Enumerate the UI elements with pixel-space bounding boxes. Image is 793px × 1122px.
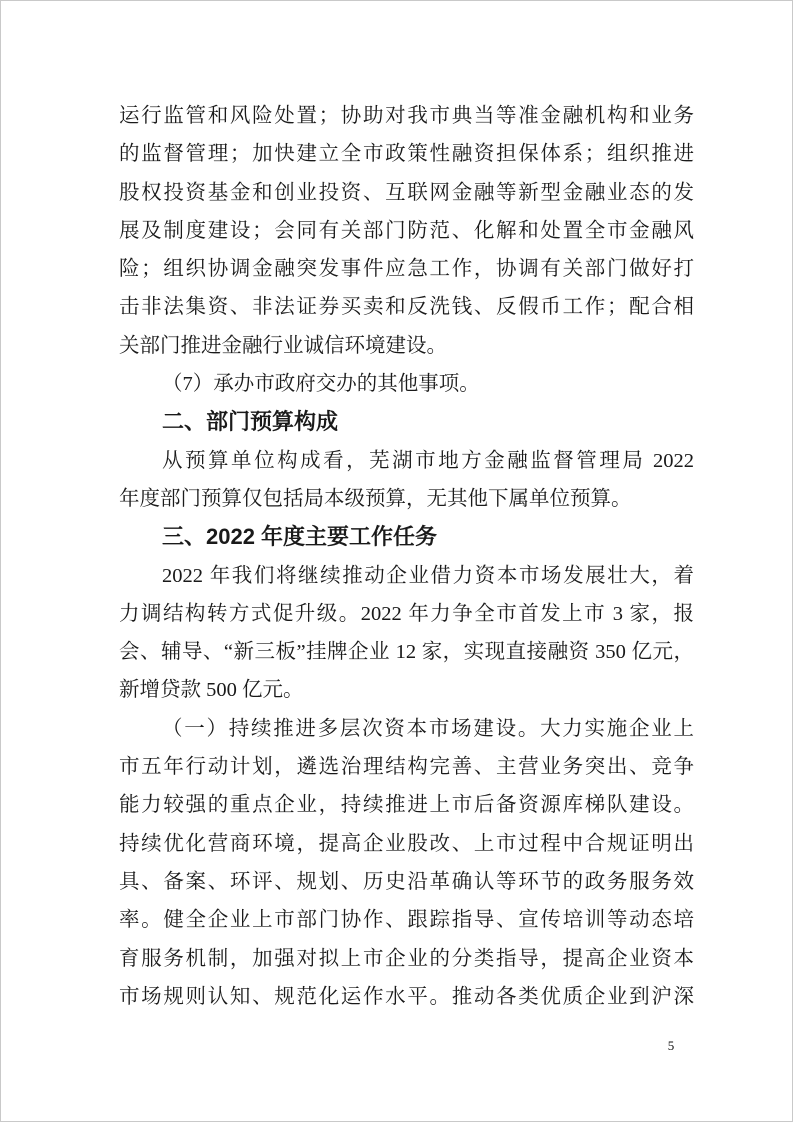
text-line: 2022 年我们将继续推动企业借力资本市场发展壮大，着 (162, 564, 694, 587)
paragraph (119, 442, 694, 519)
document-body (119, 97, 694, 1016)
text-line: 险；组织协调金融突发事件应急工作，协调有关部门做好打 (119, 258, 694, 281)
text-line: 年度部门预算仅包括局本级预算，无其他下属单位预算。 (119, 487, 632, 510)
heading-line: 二、部门预算构成 (162, 409, 339, 435)
heading-line: 三、2022 年度主要工作任务 (162, 524, 438, 550)
text-line: 击非法集资、非法证券买卖和反洗钱、反假币工作；配合相 (119, 296, 694, 319)
text-line: 会、辅导、“新三板”挂牌企业 12 家，实现直接融资 350 亿元， (119, 641, 694, 664)
text-line: （7）承办市政府交办的其他事项。 (162, 373, 480, 396)
text-line: 展及制度建设；会同有关部门防范、化解和处置全市金融风 (119, 219, 694, 242)
text-line: 能力较强的重点企业，持续推进上市后备资源库梯队建设。 (119, 794, 694, 817)
text-line: 市五年行动计划，遴选治理结构完善、主营业务突出、竞争 (119, 756, 694, 779)
paragraph (119, 365, 694, 403)
text-line: （一）持续推进多层次资本市场建设。大力实施企业上 (162, 717, 694, 740)
paragraph (119, 710, 694, 1016)
paragraph (119, 97, 694, 365)
text-line: 关部门推进金融行业诚信环境建设。 (119, 334, 447, 357)
text-line: 育服务机制，加强对拟上市企业的分类指导，提高企业资本 (119, 947, 694, 970)
page-number: 5 (667, 1038, 675, 1053)
paragraph (119, 557, 694, 710)
text-line: 新增贷款 500 亿元。 (119, 679, 304, 702)
text-line: 具、备案、环评、规划、历史沿革确认等环节的政务服务效 (119, 870, 694, 893)
section-heading (119, 403, 694, 441)
text-line: 力调结构转方式促升级。2022 年力争全市首发上市 3 家，报 (119, 602, 694, 625)
text-line: 股权投资基金和创业投资、互联网金融等新型金融业态的发 (119, 181, 694, 204)
section-heading (119, 518, 694, 556)
text-line: 运行监管和风险处置；协助对我市典当等准金融机构和业务 (119, 105, 694, 127)
text-line: 持续优化营商环境，提高企业股改、上市过程中合规证明出 (119, 832, 694, 855)
text-line: 从预算单位构成看，芜湖市地方金融监督管理局 2022 (162, 449, 694, 472)
text-line: 率。健全企业上市部门协作、跟踪指导、宣传培训等动态培 (119, 909, 694, 932)
text-line: 的监督管理；加快建立全市政策性融资担保体系；组织推进 (119, 143, 694, 166)
text-line: 市场规则认知、规范化运作水平。推动各类优质企业到沪深 (119, 985, 694, 1008)
